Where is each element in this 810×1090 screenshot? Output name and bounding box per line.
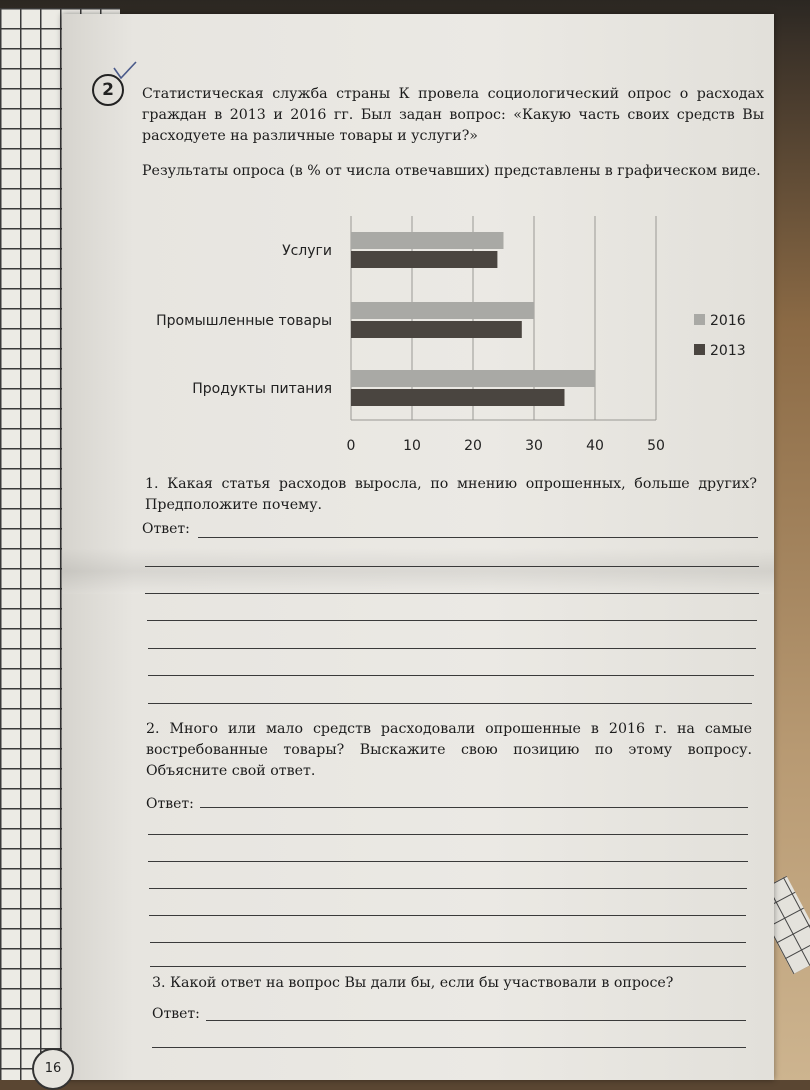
answer-line[interactable] [149, 888, 747, 889]
category-label: Промышленные товары [156, 313, 332, 329]
answer-line[interactable] [145, 566, 759, 567]
tick-label: 20 [464, 438, 482, 454]
paper-fold [62, 548, 774, 594]
bar-2016 [351, 302, 534, 319]
tick-label: 10 [403, 438, 421, 454]
check-mark-icon [112, 60, 138, 82]
bar-chart [140, 216, 760, 456]
answer-line[interactable] [150, 966, 746, 967]
bar-2016 [351, 232, 504, 249]
tick-label: 40 [586, 438, 604, 454]
bar-2013 [351, 321, 522, 338]
category-label: Услуги [282, 243, 332, 259]
bar-2013 [351, 251, 497, 268]
tick-label: 50 [647, 438, 665, 454]
bar-2016 [351, 370, 595, 387]
question-2: 2. Много или мало средств расходовали опрошенные в 2016 г. на самые востребованные товары? Выскажите свою позицию по этому вопросу. Объясните свой ответ. [146, 721, 752, 779]
answer-line[interactable] [206, 1020, 746, 1021]
page-number: 16 [32, 1048, 74, 1090]
answer-line[interactable] [148, 675, 754, 676]
answer-line[interactable] [149, 915, 746, 916]
answer-line[interactable] [200, 807, 748, 808]
answer-line[interactable] [145, 593, 759, 594]
answer-line[interactable] [147, 620, 757, 621]
legend-label: 2016 [710, 313, 746, 329]
answer-label-3: Ответ: [152, 1006, 200, 1022]
answer-line[interactable] [148, 648, 756, 649]
task-number: 2 [92, 74, 124, 106]
answer-line[interactable] [198, 537, 758, 538]
answer-line[interactable] [152, 1047, 746, 1048]
bar-2013 [351, 389, 565, 406]
question-1: 1. Какая статья расходов выросла, по мнению опрошенных, больше других? Предположите почему. [145, 476, 757, 513]
legend-swatch [694, 314, 705, 325]
category-label: Продукты питания [192, 381, 332, 397]
answer-line[interactable] [148, 834, 748, 835]
tick-label: 0 [346, 438, 356, 454]
answer-label-1: Ответ: [142, 521, 190, 537]
question-3: 3. Какой ответ на вопрос Вы дали бы, если бы участвовали в опросе? [152, 975, 674, 991]
results-caption: Результаты опроса (в % от числа отвечавших) представлены в графическом виде. [142, 163, 761, 179]
answer-line[interactable] [148, 703, 752, 704]
answer-label-2: Ответ: [146, 796, 194, 812]
legend-swatch [694, 344, 705, 355]
answer-line[interactable] [150, 942, 746, 943]
legend-label: 2013 [710, 343, 746, 359]
tick-label: 30 [525, 438, 543, 454]
task-intro: Статистическая служба страны К провела социологический опрос о расходах граждан в 2013 и 2016 гг. Был задан вопрос: «Какую часть своих средств Вы расходуете на различные товары и услуги?» [142, 86, 764, 144]
answer-line[interactable] [148, 861, 748, 862]
